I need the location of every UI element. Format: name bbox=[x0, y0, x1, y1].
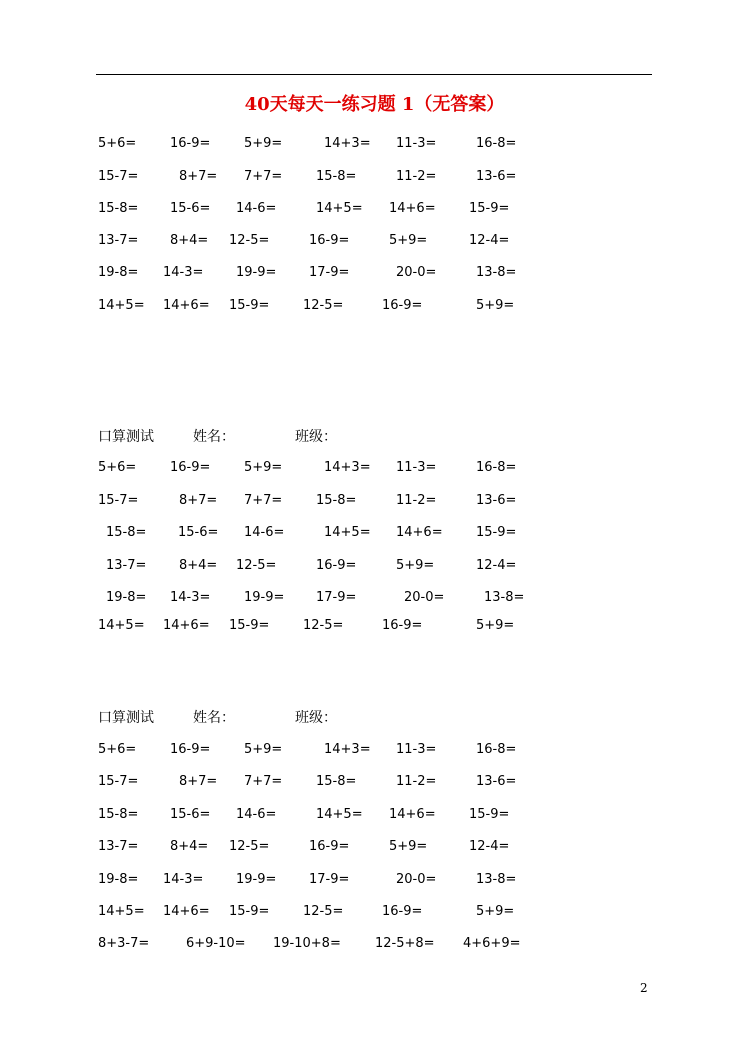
page-title: 40天每天一练习题 1（无答案） bbox=[244, 94, 505, 115]
class-label: 班级： bbox=[295, 710, 337, 726]
problem-item: 14+5= bbox=[316, 201, 363, 216]
problem-item: 13-6= bbox=[476, 774, 517, 789]
problem-item: 12-5+8= bbox=[375, 936, 435, 951]
problem-item: 5+9= bbox=[244, 742, 283, 757]
problem-item: 5+9= bbox=[476, 618, 515, 633]
problem-item: 5+6= bbox=[98, 136, 137, 151]
problem-item: 13-7= bbox=[106, 558, 147, 573]
problem-item: 16-8= bbox=[476, 460, 517, 475]
problem-item: 16-9= bbox=[170, 460, 211, 475]
class-label: 班级： bbox=[295, 429, 337, 445]
problem-item: 12-4= bbox=[469, 839, 510, 854]
problem-item: 20-0= bbox=[396, 265, 437, 280]
problem-item: 12-5= bbox=[303, 298, 344, 313]
problem-item: 15-7= bbox=[98, 493, 139, 508]
problem-item: 14+3= bbox=[324, 742, 371, 757]
problem-item: 13-6= bbox=[476, 493, 517, 508]
problem-item: 13-7= bbox=[98, 839, 139, 854]
problem-item: 5+6= bbox=[98, 742, 137, 757]
problem-item: 15-8= bbox=[316, 774, 357, 789]
problem-item: 17-9= bbox=[316, 590, 357, 605]
problem-item: 7+7= bbox=[244, 493, 283, 508]
problem-item: 11-2= bbox=[396, 169, 437, 184]
name-label: 姓名： bbox=[193, 710, 235, 726]
problem-item: 20-0= bbox=[396, 872, 437, 887]
problem-item: 11-2= bbox=[396, 493, 437, 508]
problem-item: 5+9= bbox=[396, 558, 435, 573]
problem-item: 11-3= bbox=[396, 742, 437, 757]
problem-item: 14+6= bbox=[396, 525, 443, 540]
problem-item: 13-7= bbox=[98, 233, 139, 248]
problem-item: 8+3-7= bbox=[98, 936, 150, 951]
problem-item: 15-8= bbox=[316, 493, 357, 508]
problem-item: 19-8= bbox=[106, 590, 147, 605]
problem-item: 15-6= bbox=[170, 201, 211, 216]
problem-item: 13-6= bbox=[476, 169, 517, 184]
problem-item: 5+9= bbox=[389, 839, 428, 854]
problem-item: 16-9= bbox=[382, 904, 423, 919]
problem-item: 20-0= bbox=[404, 590, 445, 605]
problem-item: 15-9= bbox=[229, 904, 270, 919]
page-number: 2 bbox=[640, 981, 648, 995]
problem-item: 12-4= bbox=[476, 558, 517, 573]
test-label: 口算测试 bbox=[98, 429, 154, 445]
problem-item: 12-5= bbox=[229, 839, 270, 854]
problem-item: 16-8= bbox=[476, 136, 517, 151]
problem-item: 14+6= bbox=[163, 618, 210, 633]
problem-item: 17-9= bbox=[309, 872, 350, 887]
problem-item: 14+3= bbox=[324, 136, 371, 151]
problem-item: 14+5= bbox=[98, 904, 145, 919]
problem-item: 5+9= bbox=[476, 298, 515, 313]
problem-item: 14+3= bbox=[324, 460, 371, 475]
problem-item: 15-8= bbox=[98, 807, 139, 822]
problem-item: 16-9= bbox=[316, 558, 357, 573]
problem-item: 5+9= bbox=[244, 136, 283, 151]
problem-item: 19-10+8= bbox=[273, 936, 341, 951]
problem-item: 16-8= bbox=[476, 742, 517, 757]
problem-item: 16-9= bbox=[309, 839, 350, 854]
name-label: 姓名： bbox=[193, 429, 235, 445]
problem-item: 8+4= bbox=[170, 233, 209, 248]
problem-item: 7+7= bbox=[244, 774, 283, 789]
problem-item: 16-9= bbox=[382, 618, 423, 633]
problem-item: 14+6= bbox=[389, 201, 436, 216]
problem-item: 8+4= bbox=[170, 839, 209, 854]
problem-item: 16-9= bbox=[309, 233, 350, 248]
problem-item: 14+5= bbox=[98, 298, 145, 313]
problem-item: 14-6= bbox=[236, 807, 277, 822]
problem-item: 15-6= bbox=[178, 525, 219, 540]
problem-item: 14-3= bbox=[163, 872, 204, 887]
problem-item: 15-8= bbox=[316, 169, 357, 184]
problem-item: 19-8= bbox=[98, 265, 139, 280]
problem-item: 11-3= bbox=[396, 460, 437, 475]
problem-item: 5+9= bbox=[389, 233, 428, 248]
problem-item: 4+6+9= bbox=[463, 936, 521, 951]
problem-item: 12-5= bbox=[236, 558, 277, 573]
problem-item: 17-9= bbox=[309, 265, 350, 280]
problem-item: 8+7= bbox=[179, 774, 218, 789]
problem-item: 14+5= bbox=[316, 807, 363, 822]
problem-item: 13-8= bbox=[484, 590, 525, 605]
problem-item: 15-7= bbox=[98, 169, 139, 184]
problem-item: 8+7= bbox=[179, 493, 218, 508]
problem-item: 8+7= bbox=[179, 169, 218, 184]
problem-item: 14+5= bbox=[98, 618, 145, 633]
problem-item: 13-8= bbox=[476, 265, 517, 280]
problem-item: 15-9= bbox=[476, 525, 517, 540]
problem-item: 14+6= bbox=[389, 807, 436, 822]
problem-item: 15-9= bbox=[469, 807, 510, 822]
problem-item: 7+7= bbox=[244, 169, 283, 184]
problem-item: 15-9= bbox=[229, 298, 270, 313]
test-label: 口算测试 bbox=[98, 710, 154, 726]
problem-item: 19-9= bbox=[244, 590, 285, 605]
problem-item: 14-6= bbox=[236, 201, 277, 216]
problem-item: 15-8= bbox=[106, 525, 147, 540]
problem-item: 19-9= bbox=[236, 872, 277, 887]
problem-item: 5+6= bbox=[98, 460, 137, 475]
top-rule bbox=[96, 74, 652, 75]
problem-item: 12-4= bbox=[469, 233, 510, 248]
problem-item: 14-3= bbox=[163, 265, 204, 280]
problem-item: 14-6= bbox=[244, 525, 285, 540]
problem-item: 8+4= bbox=[179, 558, 218, 573]
problem-item: 15-7= bbox=[98, 774, 139, 789]
problem-item: 12-5= bbox=[303, 618, 344, 633]
problem-item: 5+9= bbox=[476, 904, 515, 919]
problem-item: 11-2= bbox=[396, 774, 437, 789]
problem-item: 5+9= bbox=[244, 460, 283, 475]
problem-item: 15-8= bbox=[98, 201, 139, 216]
problem-item: 19-9= bbox=[236, 265, 277, 280]
problem-item: 15-9= bbox=[229, 618, 270, 633]
problem-item: 11-3= bbox=[396, 136, 437, 151]
problem-item: 16-9= bbox=[382, 298, 423, 313]
problem-item: 12-5= bbox=[303, 904, 344, 919]
problem-item: 6+9-10= bbox=[186, 936, 246, 951]
problem-item: 15-6= bbox=[170, 807, 211, 822]
problem-item: 14+6= bbox=[163, 298, 210, 313]
problem-item: 13-8= bbox=[476, 872, 517, 887]
problem-item: 14+5= bbox=[324, 525, 371, 540]
problem-item: 12-5= bbox=[229, 233, 270, 248]
problem-item: 15-9= bbox=[469, 201, 510, 216]
problem-item: 16-9= bbox=[170, 136, 211, 151]
problem-item: 14-3= bbox=[170, 590, 211, 605]
problem-item: 16-9= bbox=[170, 742, 211, 757]
problem-item: 14+6= bbox=[163, 904, 210, 919]
problem-item: 19-8= bbox=[98, 872, 139, 887]
